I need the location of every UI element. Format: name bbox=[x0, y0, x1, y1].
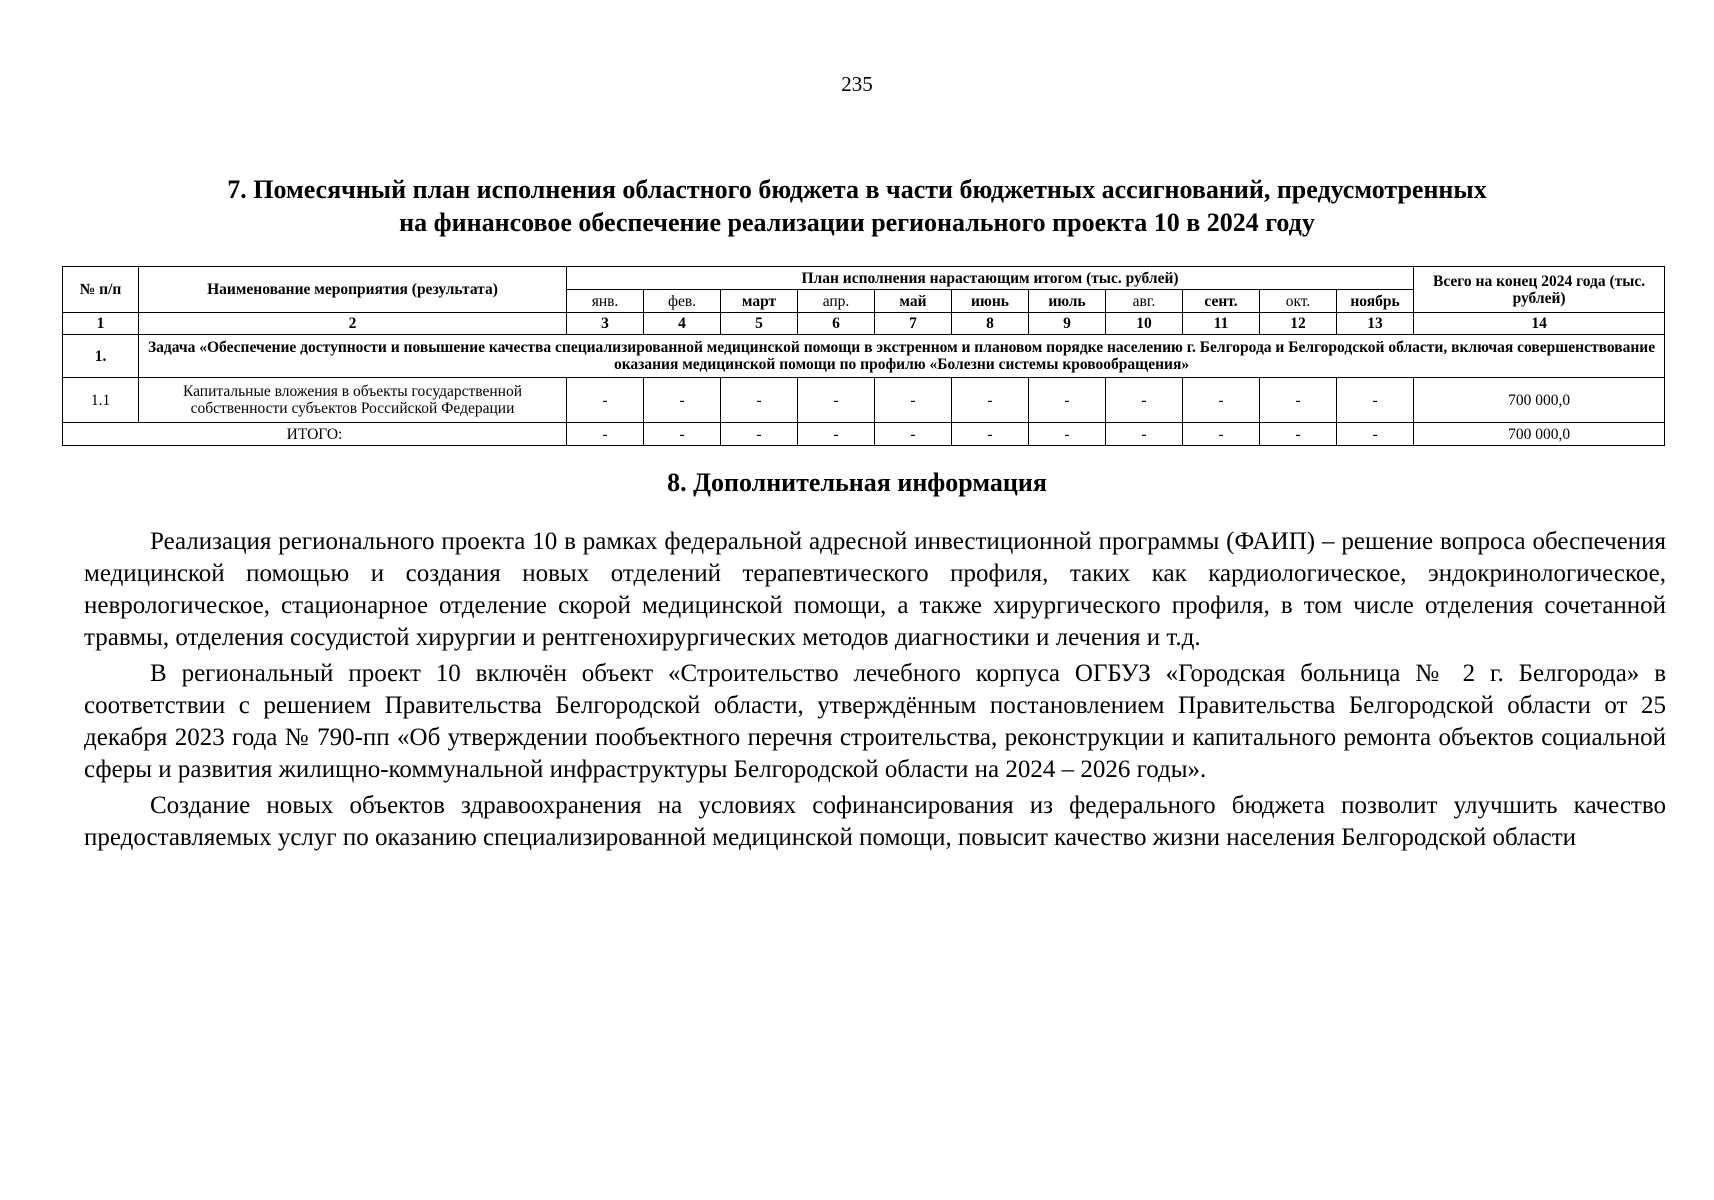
header-month: апр. bbox=[798, 290, 875, 313]
page-number: 235 bbox=[841, 72, 873, 96]
row-month-value: - bbox=[1183, 378, 1260, 423]
row-month-value: - bbox=[1260, 378, 1337, 423]
task-row bbox=[63, 335, 1665, 378]
column-number: 12 bbox=[1260, 313, 1337, 335]
row-month-value: - bbox=[952, 378, 1029, 423]
column-number: 2 bbox=[139, 313, 567, 335]
row-month-value: - bbox=[798, 378, 875, 423]
column-number: 5 bbox=[721, 313, 798, 335]
row-num: 1.1 bbox=[63, 378, 139, 423]
itogo-month-value: - bbox=[567, 423, 644, 446]
column-number: 6 bbox=[798, 313, 875, 335]
section-7-title bbox=[0, 173, 1714, 239]
header-month: июль bbox=[1029, 290, 1106, 313]
header-month: сент. bbox=[1183, 290, 1260, 313]
itogo-total: 700 000,0 bbox=[1414, 423, 1665, 446]
row-month-value: - bbox=[1337, 378, 1414, 423]
itogo-month-value: - bbox=[1029, 423, 1106, 446]
table-row bbox=[63, 378, 1665, 423]
header-month: окт. bbox=[1260, 290, 1337, 313]
column-number: 13 bbox=[1337, 313, 1414, 335]
header-num: № п/п bbox=[63, 267, 139, 313]
section-7-title-line1: 7. Помесячный план исполнения областного бюджета в части бюджетных ассигнований, предусмотренных bbox=[227, 175, 1487, 204]
column-number: 9 bbox=[1029, 313, 1106, 335]
column-number: 11 bbox=[1183, 313, 1260, 335]
paragraph: В региональный проект 10 включён объект «Строительство лечебного корпуса ОГБУЗ «Городская больница № 2 г. Белгорода» в соответствии с решением Правительства Белгородской области, утверждённым постановлением Правительства Белгородской области от 25 декабря 2023 года № 790-пп «Об утверждении пообъектного перечня строительства, реконструкции и капитального ремонта объектов социальной сферы и развития жилищно-коммунальной инфраструктуры Белгородской области на 2024 – 2026 годы». bbox=[84, 660, 1666, 783]
header-month: авг. bbox=[1106, 290, 1183, 313]
itogo-month-value: - bbox=[721, 423, 798, 446]
header-month: ноябрь bbox=[1337, 290, 1414, 313]
itogo-month-value: - bbox=[952, 423, 1029, 446]
itogo-month-value: - bbox=[1106, 423, 1183, 446]
column-number: 8 bbox=[952, 313, 1029, 335]
itogo-row bbox=[63, 423, 1665, 446]
itogo-month-value: - bbox=[875, 423, 952, 446]
header-plan: План исполнения нарастающим итогом (тыс. рублей) bbox=[567, 267, 1414, 290]
task-num: 1. bbox=[63, 335, 139, 378]
column-number: 10 bbox=[1106, 313, 1183, 335]
itogo-month-value: - bbox=[644, 423, 721, 446]
paragraph: Создание новых объектов здравоохранения на условиях софинансирования из федерального бюджета позволит улучшить качество предоставляемых услуг по оказанию специализированной медицинской помощи, повысит качество жизни населения Белгородской области bbox=[84, 792, 1666, 851]
itogo-month-value: - bbox=[1183, 423, 1260, 446]
section-8-title: 8. Дополнительная информация bbox=[667, 468, 1047, 497]
header-name: Наименование мероприятия (результата) bbox=[139, 267, 567, 313]
header-month: март bbox=[721, 290, 798, 313]
budget-plan-table bbox=[62, 266, 1665, 446]
section-7-title-line2: на финансовое обеспечение реализации регионального проекта 10 в 2024 году bbox=[399, 208, 1315, 237]
column-number: 14 bbox=[1414, 313, 1665, 335]
paragraph: Реализация регионального проекта 10 в рамках федеральной адресной инвестиционной программы (ФАИП) – решение вопроса обеспечения медицинской помощью и создания новых отделений терапевтического профиля, таких как кардиологическое, эндокринологическое, неврологическое, стационарное отделение скорой медицинской помощи, а также хирургического профиля, в том числе отделения сочетанной травмы, отделения сосудистой хирургии и рентгенохирургических методов диагностики и лечения и т.д. bbox=[84, 528, 1666, 651]
row-month-value: - bbox=[875, 378, 952, 423]
itogo-month-value: - bbox=[798, 423, 875, 446]
column-number: 1 bbox=[63, 313, 139, 335]
additional-info-text bbox=[84, 526, 1666, 858]
column-number: 4 bbox=[644, 313, 721, 335]
itogo-month-value: - bbox=[1260, 423, 1337, 446]
header-month: май bbox=[875, 290, 952, 313]
row-month-value: - bbox=[644, 378, 721, 423]
row-month-value: - bbox=[1029, 378, 1106, 423]
header-total: Всего на конец 2024 года (тыс. рублей) bbox=[1414, 267, 1665, 313]
row-name: Капитальные вложения в объекты государственной собственности субъектов Российской Федерации bbox=[139, 378, 567, 423]
itogo-month-value: - bbox=[1337, 423, 1414, 446]
header-month: июнь bbox=[952, 290, 1029, 313]
itogo-label: ИТОГО: bbox=[63, 423, 567, 446]
header-month: фев. bbox=[644, 290, 721, 313]
task-text: Задача «Обеспечение доступности и повышение качества специализированной медицинской помощи в экстренном и плановом порядке населению г. Белгорода и Белгородской области, включая совершенствование оказания медицинской помощи по профилю «Болезни системы кровообращения» bbox=[139, 335, 1665, 378]
row-total: 700 000,0 bbox=[1414, 378, 1665, 423]
column-number: 7 bbox=[875, 313, 952, 335]
header-month: янв. bbox=[567, 290, 644, 313]
column-number: 3 bbox=[567, 313, 644, 335]
row-month-value: - bbox=[721, 378, 798, 423]
row-month-value: - bbox=[1106, 378, 1183, 423]
row-month-value: - bbox=[567, 378, 644, 423]
